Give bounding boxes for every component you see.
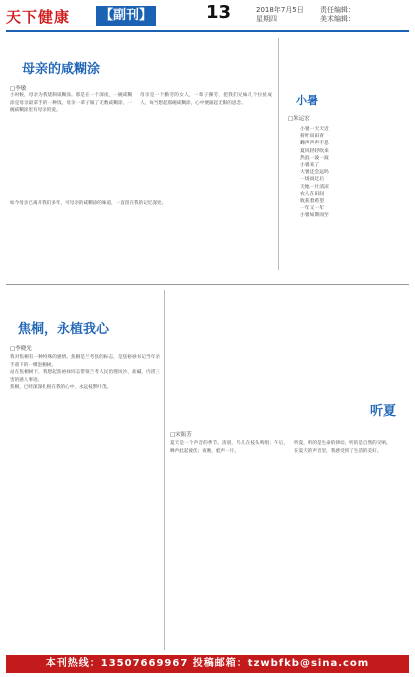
article4-p1: 夏天是一个声音的季节。清晨，鸟儿在枝头鸣唱；午后，蝉声此起彼伏；夜晚，蛙声一片。: [170, 441, 288, 454]
poem-line: 荷叶田田青: [300, 134, 324, 140]
article2-p2: 站在焦桐树下，我想起焦裕禄同志带领兰考人民治理风沙、盐碱、内涝三害的感人事迹。: [10, 370, 160, 383]
article4-col1: [170, 440, 288, 648]
page-number: 13: [206, 2, 232, 23]
article2-p3: 焦桐，已经深深扎根在我的心中，永远枝繁叶茂。: [10, 385, 112, 391]
article1-byline: □李敏: [10, 86, 27, 92]
article1-title: 母亲的咸糊涂: [22, 62, 101, 77]
date-text: 2018年7月5日: [256, 6, 304, 14]
section-rule: [6, 284, 409, 285]
poem-line: 小暑如期而至: [300, 213, 329, 219]
column-divider: [278, 38, 279, 270]
masthead-logo: 天下健康: [6, 8, 71, 26]
masthead-rule: [6, 30, 409, 32]
section-label: 【副刊】: [96, 6, 156, 26]
article2-p1: 我对焦桐有一种特殊的感情。焦桐是兰考县的标志，是焦裕禄书记当年亲手栽下的一棵泡桐树。: [10, 355, 160, 368]
article4-col2: [294, 440, 408, 648]
article1-p1: 小时候，母亲为我烧制咸糊涂。那是在一个深夜，一碗咸糊涂是母亲最拿手的一种饭。母亲一辈子做了无数咸糊涂，一碗咸糊涂里有母亲的爱。: [10, 93, 132, 114]
article4-p3: 在夏天的声音里，我感受到了生活的美好。: [294, 448, 382, 454]
masthead-date: [256, 6, 304, 24]
article1-p3: 如今母亲已离开我们多年，可母亲的咸糊涂的味道，一直留在我的记忆深处。: [10, 201, 167, 206]
footer-banner: 本刊热线：13507669967 投稿邮箱：tzwbfkb@sina.com: [6, 655, 409, 673]
weekday-text: 星期四: [256, 15, 277, 23]
poem-line: 天地一片清凉: [300, 184, 329, 190]
poem-line: 夏风轻轻吹来: [300, 148, 329, 154]
article3-title: 小暑: [296, 94, 318, 107]
article4-title: 听夏: [370, 404, 397, 419]
poem-line: 收获着希望: [300, 199, 324, 205]
poem-line: 一年又一年: [300, 206, 324, 212]
column-divider: [164, 290, 165, 650]
article3-byline: □朱运宏: [288, 116, 310, 122]
article2-byline: □李晓光: [10, 346, 32, 352]
designer-label: 美术编辑：: [320, 15, 355, 23]
article2-col: [10, 354, 160, 650]
article4-p2: 听夏，听的是生命的律动，听的是自然的交响。: [294, 441, 391, 446]
article2-title: 焦桐，永植我心: [18, 322, 110, 337]
poem-line: 小暑一天天近: [300, 127, 329, 132]
masthead-meta: [320, 6, 355, 24]
poem-line: 一场雨过后: [300, 177, 324, 183]
poem-line: 热浪一波一波: [300, 155, 329, 161]
poem-line: 蝉声声声不息: [300, 141, 329, 147]
article4-byline: □宋振芳: [170, 432, 192, 438]
poem-line: 农人在田间: [300, 191, 324, 197]
article1-p2: 母亲是一个勤劳的女人，一辈子操劳，把我们兄妹几个拉扯成人。每当想起那碗咸糊涂，心中便涌起无限的思念。: [140, 93, 272, 106]
poem-line: 大暑还会远吗: [300, 170, 329, 176]
poem-line: 小暑来了: [300, 163, 320, 169]
editor-label: 责任编辑：: [320, 6, 355, 14]
article1-col3: [10, 200, 272, 282]
poem-block: [300, 126, 408, 220]
